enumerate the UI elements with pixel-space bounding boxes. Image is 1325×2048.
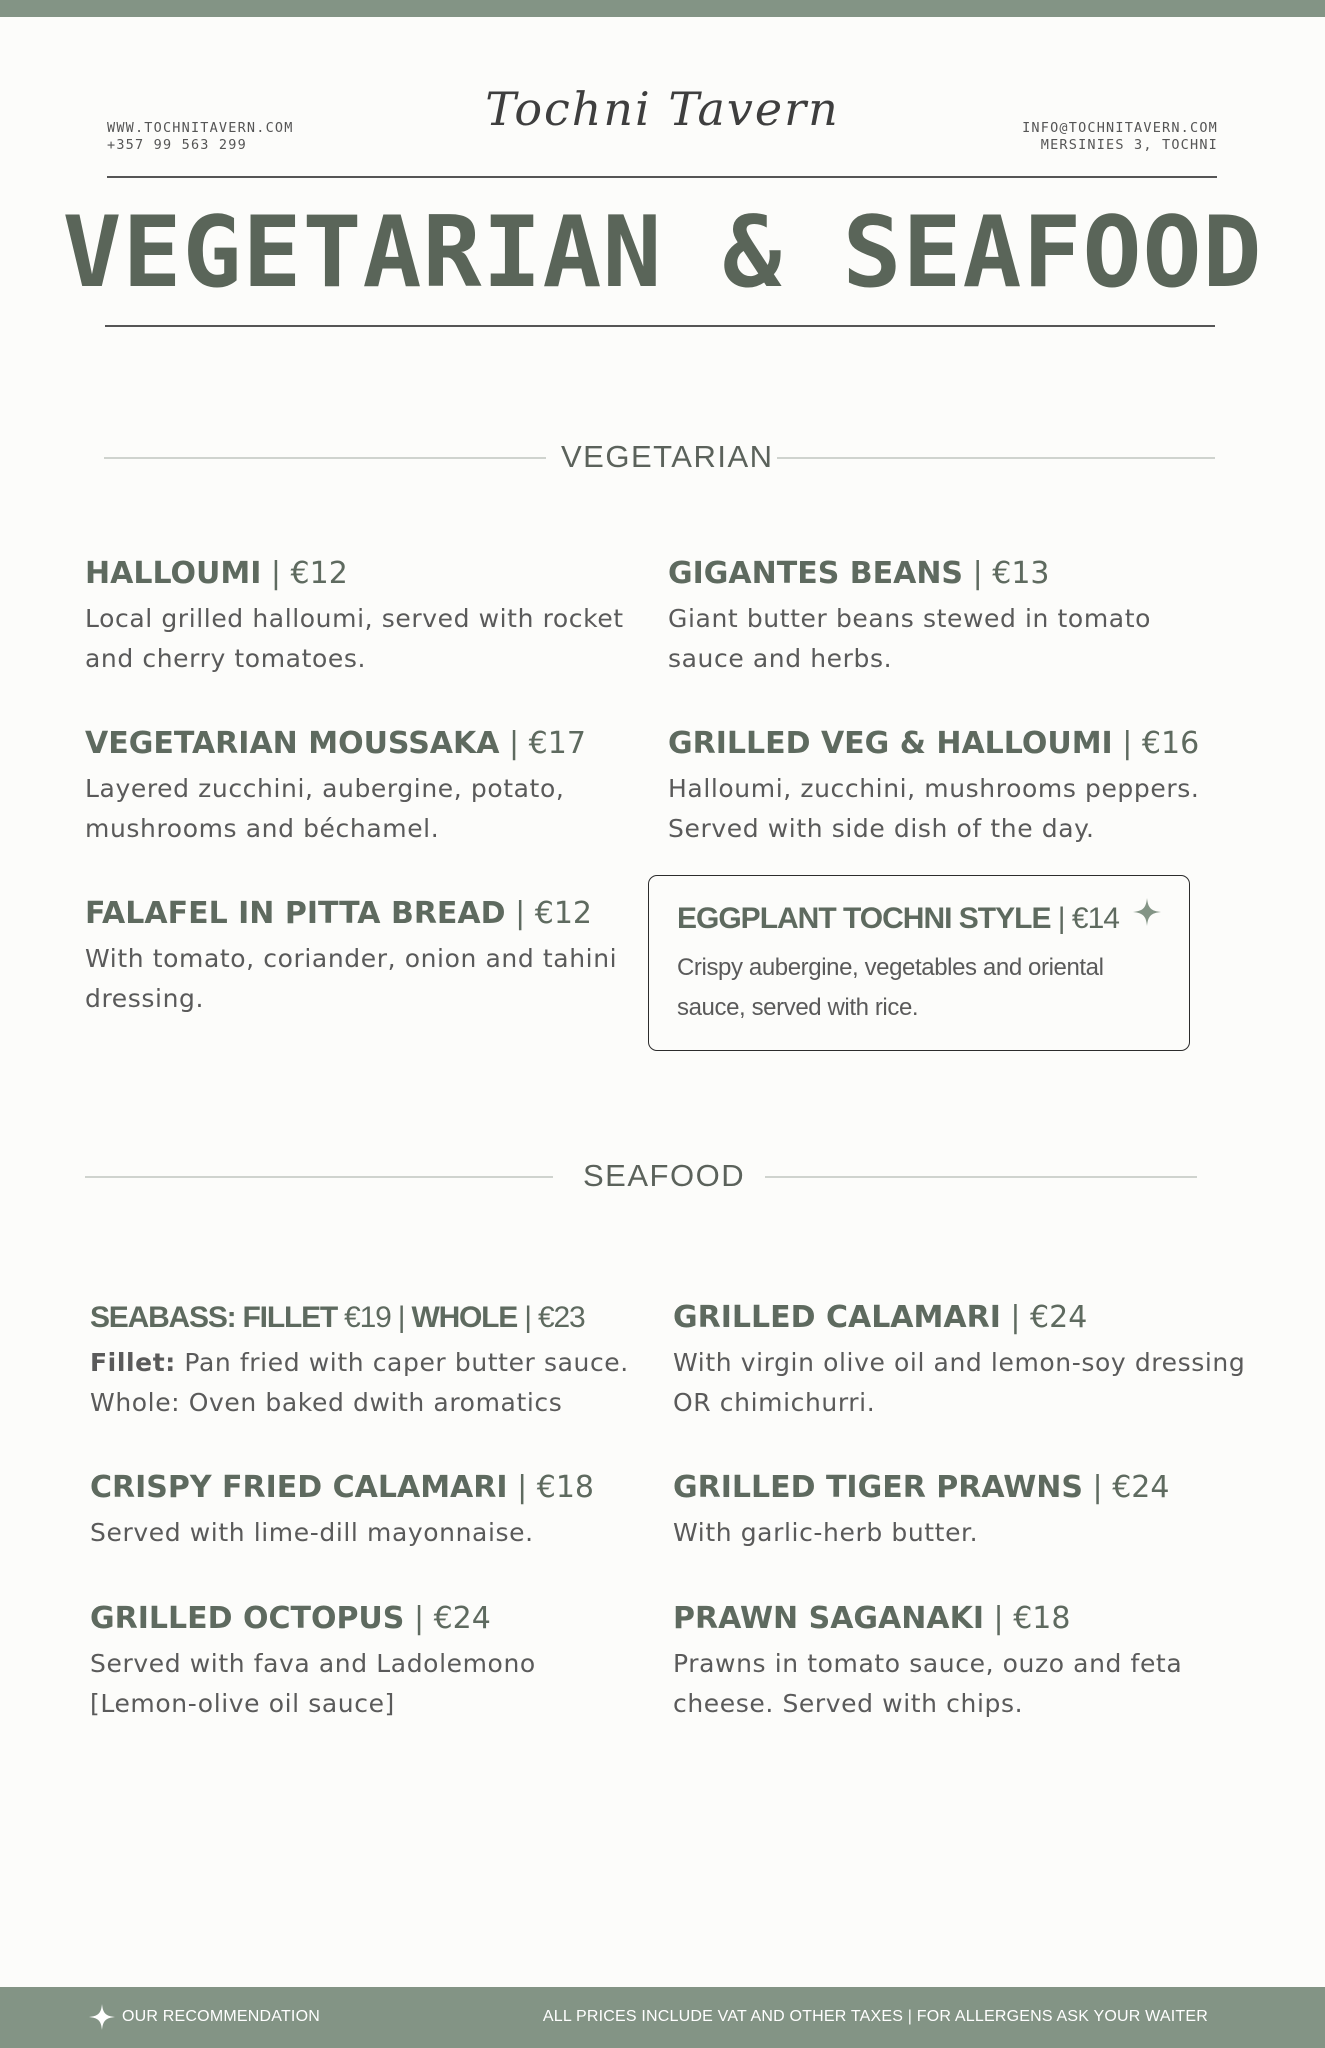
item-name: SEABASS: FILLET <box>90 1301 338 1334</box>
item-name: GRILLED OCTOPUS <box>90 1601 405 1636</box>
item-name: FALAFEL IN PITTA BREAD <box>85 896 506 931</box>
item-price: | €13 <box>963 556 1050 591</box>
item-description: Giant butter beans stewed in tomato sauce and herbs. <box>668 604 1151 673</box>
address-text: MERSINIES 3, TOCHNI <box>1040 137 1218 153</box>
section-line <box>104 457 546 459</box>
menu-item <box>673 1300 1246 1423</box>
menu-item <box>668 557 1228 679</box>
item-description: Served with lime-dill mayonnaise. <box>90 1518 534 1547</box>
item-description: Local grilled halloumi, served with rocket and cherry tomatoes. <box>85 604 624 673</box>
menu-item <box>90 1471 650 1553</box>
header-rule-top <box>107 176 1217 178</box>
item-name: PRAWN SAGANAKI <box>673 1601 985 1636</box>
item-description: With virgin olive oil and lemon-soy dressing OR chimichurri. <box>673 1348 1246 1417</box>
star-icon <box>89 2004 115 2030</box>
footer-legend: OUR RECOMMENDATION <box>122 2008 320 2025</box>
desc-label: Fillet: <box>90 1348 176 1377</box>
section-line <box>765 1176 1197 1178</box>
item-price: | €18 <box>984 1601 1071 1636</box>
item-description <box>90 1343 650 1423</box>
item-name: GRILLED TIGER PRAWNS <box>673 1470 1084 1505</box>
item-description: With garlic-herb butter. <box>673 1518 979 1547</box>
item-description: Crispy aubergine, vegetables and oriental sauce, served with rice. <box>677 954 1104 1021</box>
footer-bar <box>0 1987 1325 2048</box>
section-title-seafood: SEAFOOD <box>583 1158 746 1193</box>
website-text: WWW.TOCHNITAVERN.COM <box>107 120 294 136</box>
menu-item <box>85 557 645 679</box>
item-name: VEGETARIAN MOUSSAKA <box>85 726 500 761</box>
item-name: HALLOUMI <box>85 556 262 591</box>
section-line <box>85 1176 553 1178</box>
item-description: Served with fava and Ladolemono [Lemon-olive oil sauce] <box>90 1649 536 1718</box>
item-name: GRILLED CALAMARI <box>673 1300 1001 1335</box>
menu-item <box>673 1602 1233 1724</box>
item-price: | €12 <box>505 896 592 931</box>
page-title: VEGETARIAN & SEAFOOD <box>62 196 1263 310</box>
desc-text: Pan fried with caper butter sauce. <box>175 1348 629 1377</box>
menu-item <box>90 1301 650 1423</box>
footer-note: ALL PRICES INCLUDE VAT AND OTHER TAXES | FOR ALLERGENS ASK YOUR WAITER <box>542 2008 1208 2025</box>
section-line <box>777 457 1215 459</box>
item-description: Halloumi, zucchini, mushrooms peppers. Served with side dish of the day. <box>668 774 1200 843</box>
menu-item <box>673 1471 1233 1553</box>
item-price-secondary: | €23 <box>517 1301 585 1334</box>
item-name: GIGANTES BEANS <box>668 556 964 591</box>
item-name: EGGPLANT TOCHNI STYLE <box>677 902 1051 935</box>
menu-item <box>90 1602 650 1724</box>
item-price: €19 | <box>337 1301 412 1334</box>
top-bar <box>0 0 1325 17</box>
item-price: | €16 <box>1112 726 1200 761</box>
menu-item <box>668 727 1228 849</box>
phone-text: +357 99 563 299 <box>107 137 247 153</box>
item-price: | €24 <box>1000 1300 1088 1335</box>
item-price: | €18 <box>507 1470 594 1505</box>
item-price: | €14 <box>1050 902 1119 935</box>
item-price: | €24 <box>404 1601 491 1636</box>
item-name-secondary: WHOLE <box>411 1301 518 1334</box>
item-description: Prawns in tomato sauce, ouzo and feta cheese. Served with chips. <box>673 1649 1183 1718</box>
item-name: CRISPY FRIED CALAMARI <box>90 1470 508 1505</box>
item-price: | €24 <box>1083 1470 1170 1505</box>
item-name: GRILLED VEG & HALLOUMI <box>668 726 1113 761</box>
item-description: Layered zucchini, aubergine, potato, mushrooms and béchamel. <box>85 774 565 843</box>
menu-item <box>85 727 645 849</box>
header-rule-bottom <box>105 325 1215 327</box>
item-description: With tomato, coriander, onion and tahini dressing. <box>85 944 618 1013</box>
menu-item <box>85 897 645 1019</box>
logo: Tochni Tavern <box>485 82 840 136</box>
email-text: INFO@TOCHNITAVERN.COM <box>1022 120 1218 136</box>
contact-right <box>1022 120 1218 154</box>
desc-text: Whole: Oven baked dwith aromatics <box>90 1388 563 1417</box>
star-icon <box>1133 898 1161 926</box>
recommended-item-box <box>648 875 1190 1051</box>
section-title-vegetarian: VEGETARIAN <box>561 439 774 474</box>
item-price: | €12 <box>261 556 348 591</box>
item-price: | €17 <box>499 726 586 761</box>
